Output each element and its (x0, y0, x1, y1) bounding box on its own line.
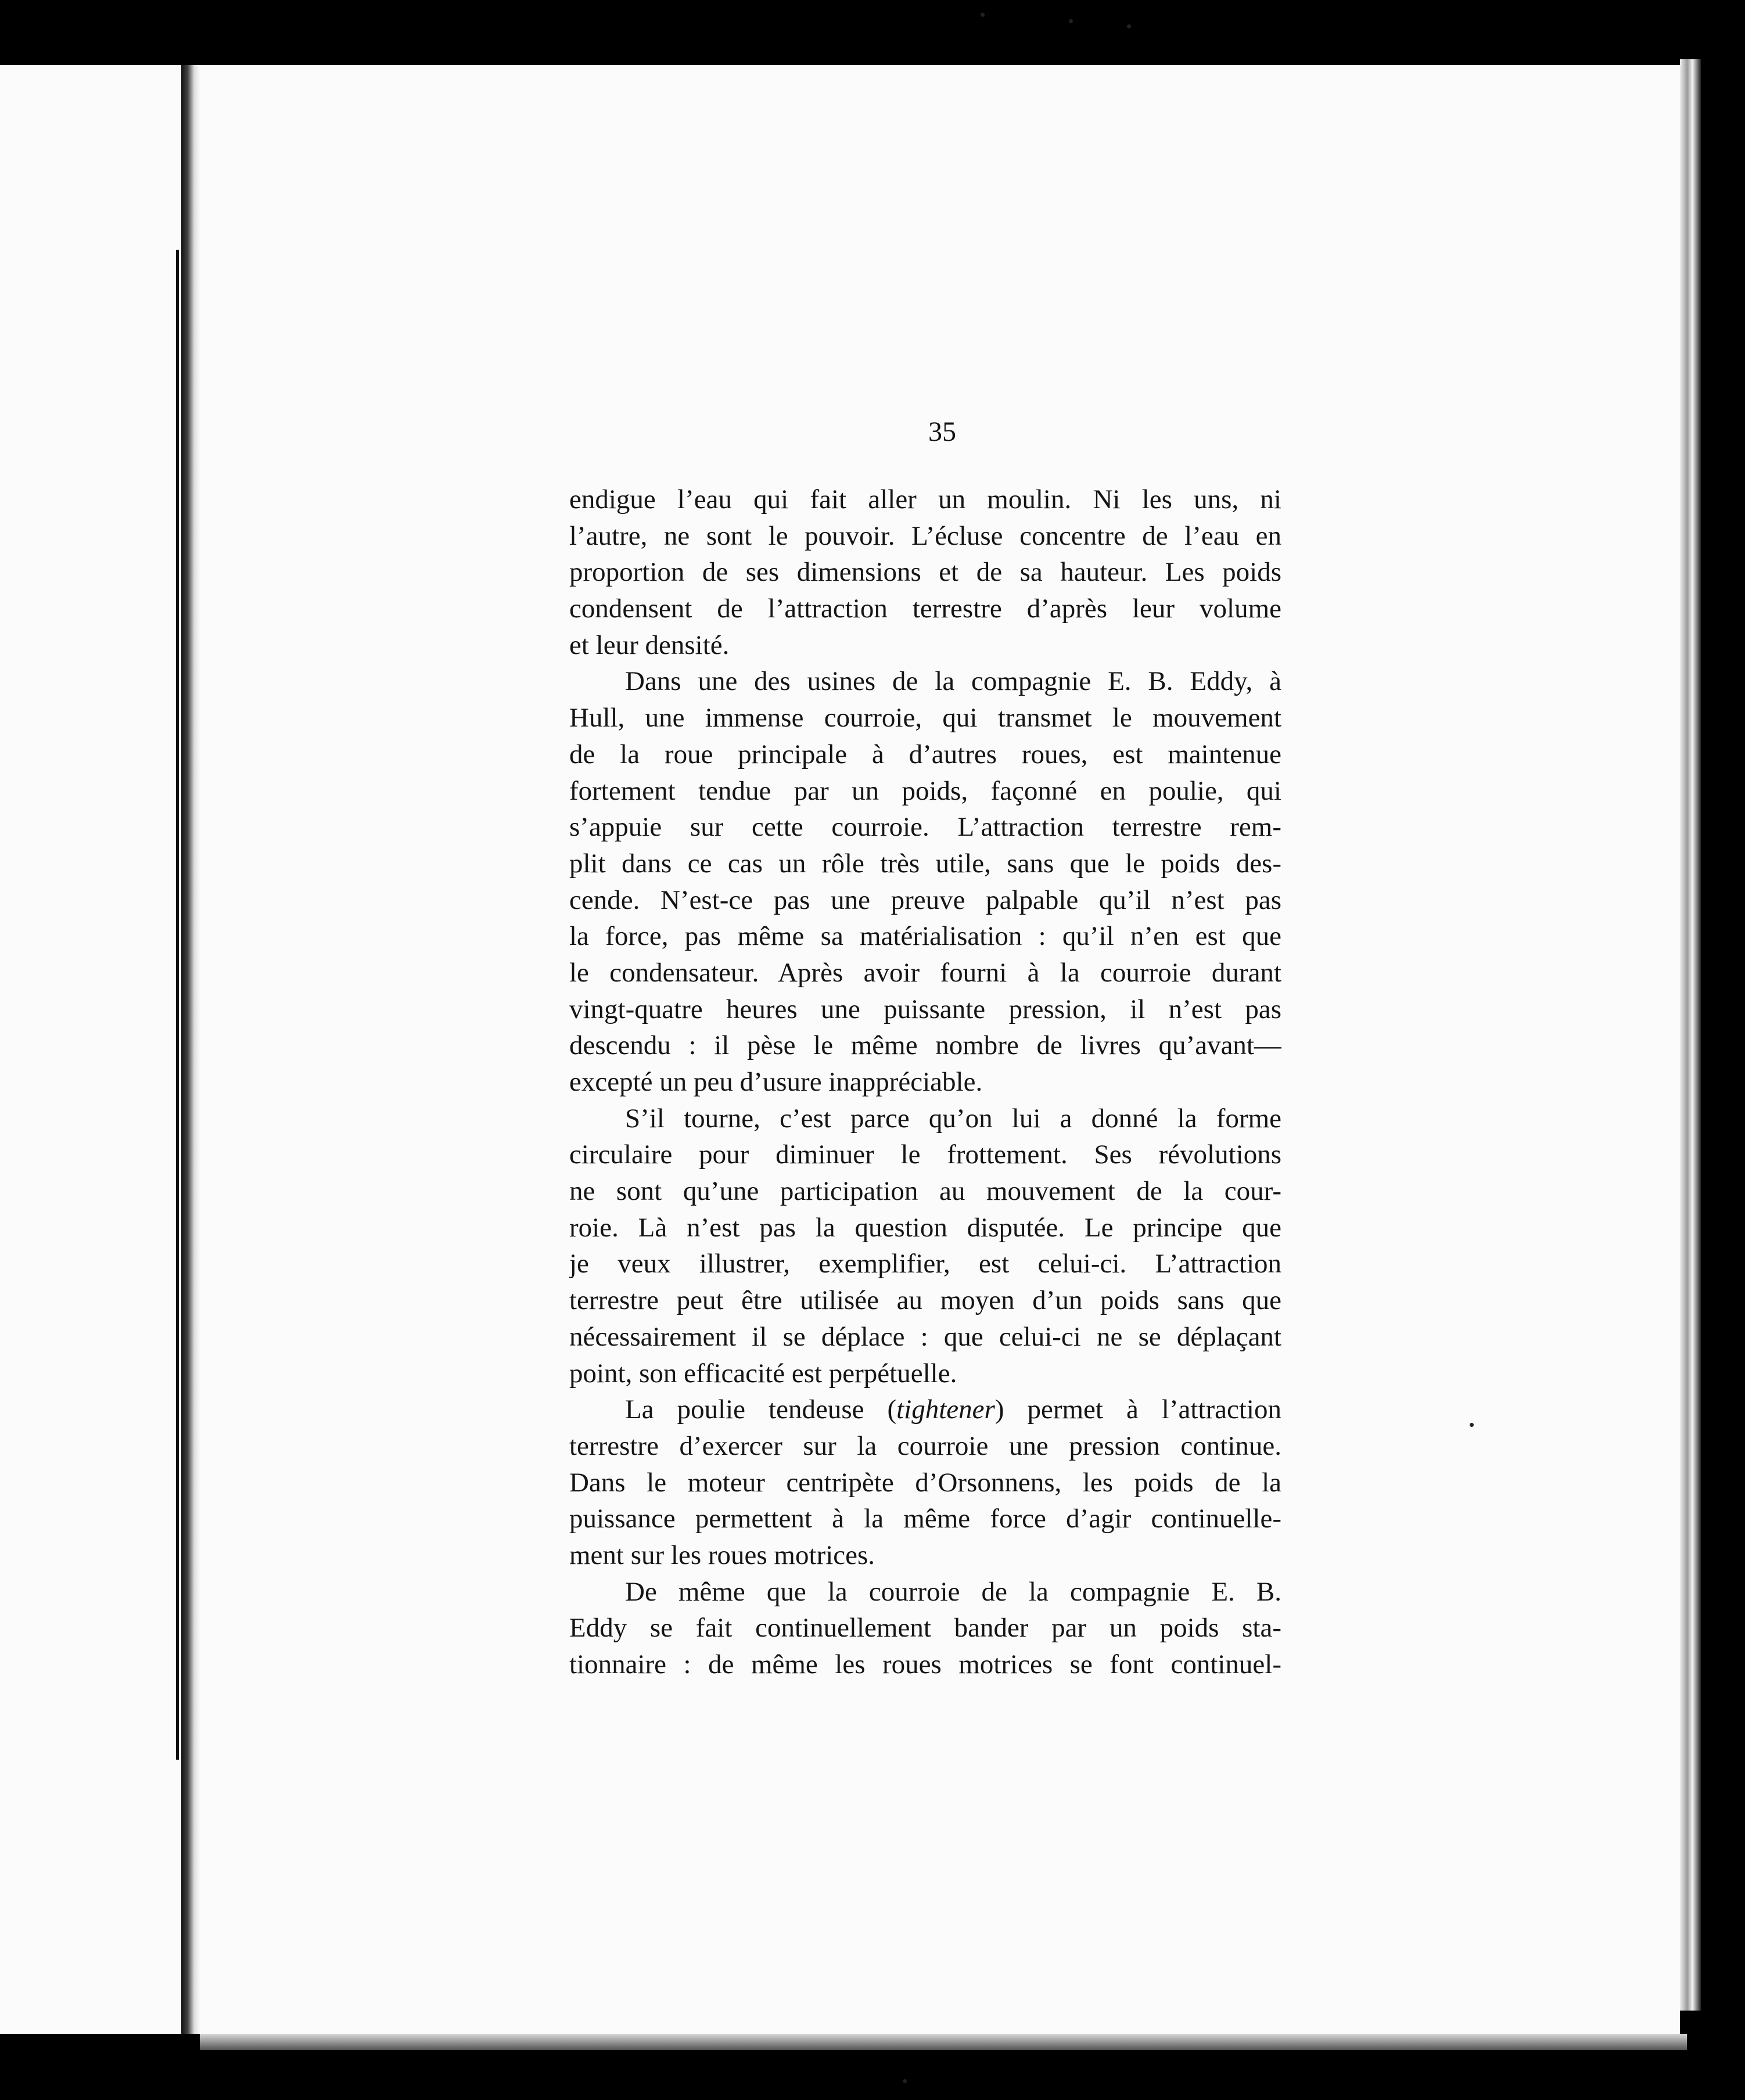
scan-speck (903, 2079, 907, 2083)
text-line: point, son efficacité est perpétuelle. (569, 1358, 957, 1389)
text-line: Eddy se fait continuellement bander par un poids sta- (569, 1613, 1281, 1644)
text-line: l’autre, ne sont le pouvoir. L’écluse concentre de l’eau en (569, 520, 1281, 551)
text-line: s’appuie sur cette courroie. L’attraction terrestre rem- (569, 812, 1281, 843)
text-line: Hull, une immense courroie, qui transmet le mouvement (569, 703, 1281, 733)
text-line: proportion de ses dimensions et de sa hauteur. Les poids (569, 557, 1281, 588)
text-line: plit dans ce cas un rôle très utile, sans que le poids des- (569, 848, 1281, 879)
text-line: la force, pas même sa matérialisation : qu’il n’en est que (569, 921, 1281, 952)
text-line: fortement tendue par un poids, façonné en poulie, qui (569, 775, 1281, 806)
text-line-with-italic-term: La poulie tendeuse (tightener) permet à l’attraction (625, 1394, 1281, 1425)
text-line: circulaire pour diminuer le frottement. Ses révolutions (569, 1139, 1281, 1170)
text-line: roie. Là n’est pas la question disputée. Le principe que (569, 1212, 1281, 1243)
text-line: et leur densité. (569, 630, 730, 660)
text-line: de la roue principale à d’autres roues, est maintenue (569, 739, 1281, 769)
scan-speck (1470, 1423, 1474, 1427)
text-line: excepté un peu d’usure inappréciable. (569, 1067, 983, 1097)
right-page-edge (1680, 59, 1701, 2011)
binding-edge-line (176, 250, 179, 1760)
text-line: terrestre d’exercer sur la courroie une pression continue. (569, 1430, 1281, 1461)
left-blank-page (0, 65, 181, 2034)
text-line: cende. N’est-ce pas une preuve palpable qu’il n’est pas (569, 884, 1281, 915)
scan-speck (981, 13, 985, 17)
scan-speck (1069, 19, 1073, 23)
text-line: endigue l’eau qui fait aller un moulin. Ni les uns, ni (569, 484, 1281, 515)
text-line: Dans le moteur centripète d’Orsonnens, les poids de la (569, 1467, 1281, 1498)
page-number: 35 (928, 416, 956, 447)
text-line: terrestre peut être utilisée au moyen d’un poids sans que (569, 1285, 1281, 1316)
bottom-page-edge (200, 2034, 1687, 2050)
scan-speck (1127, 24, 1131, 28)
italic-term: tightener (896, 1394, 995, 1425)
text-line: tionnaire : de même les roues motrices se font continuel- (569, 1649, 1281, 1680)
text-line: descendu : il pèse le même nombre de livres qu’avant— (569, 1030, 1281, 1061)
text-line: ne sont qu’une participation au mouvement de la cour- (569, 1176, 1281, 1207)
text-line: De même que la courroie de la compagnie E. B. (625, 1576, 1281, 1607)
text-line: Dans une des usines de la compagnie E. B. Eddy, à (625, 666, 1281, 697)
text-line: ment sur les roues motrices. (569, 1540, 875, 1570)
text-line: puissance permettent à la même force d’agir continuelle- (569, 1504, 1281, 1534)
text-line: vingt-quatre heures une puissante pression, il n’est pas (569, 994, 1281, 1024)
body-text (569, 481, 1281, 1683)
text-line: je veux illustrer, exemplifier, est celui-ci. L’attraction (569, 1249, 1281, 1279)
text-line: nécessairement il se déplace : que celui-ci ne se déplaçant (569, 1321, 1281, 1352)
text-line: le condensateur. Après avoir fourni à la courroie durant (569, 957, 1281, 988)
text-line: S’il tourne, c’est parce qu’on lui a donné la forme (625, 1103, 1281, 1134)
book-gutter (181, 65, 200, 2034)
text-line: condensent de l’attraction terrestre d’après leur volume (569, 594, 1281, 624)
